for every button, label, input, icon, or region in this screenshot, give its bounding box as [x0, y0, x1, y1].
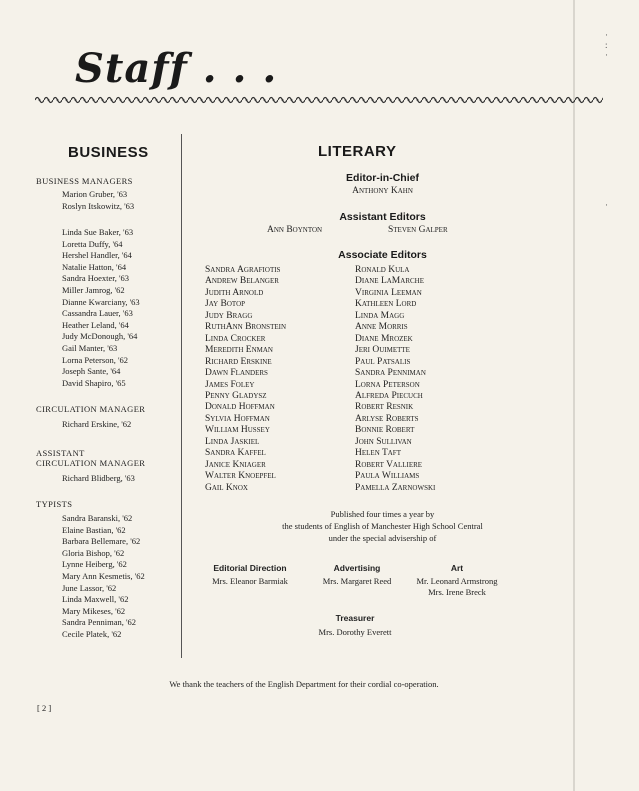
assistant-circulation-heading-line1: ASSISTANT [36, 448, 85, 458]
assistant-editor-name: Ann Boynton [267, 225, 323, 235]
acknowledgement: We thank the teachers of the English Department for their cordial co-operation. [169, 679, 439, 689]
list-item: Richard Erskine [205, 356, 272, 367]
list-item: Barbara Bellemare, '62 [62, 536, 141, 547]
list-item: Gloria Bishop, '62 [62, 547, 125, 558]
list-item: RuthAnn Bronstein [205, 322, 287, 333]
list-item: Penny Gladysz [205, 390, 267, 401]
list-item: Sandra Agrafiotis [205, 265, 281, 275]
associate-editors-right [355, 265, 435, 494]
list-item: Sandra Baranski, '62 [62, 513, 133, 523]
list-item: Linda Sue Baker, '63 [62, 227, 134, 237]
list-item: Meredith Enman [205, 345, 273, 356]
list-item: Linda Maxwell, '62 [62, 594, 129, 605]
list-item: June Lassor, '62 [62, 582, 117, 593]
list-item: Cassandra Lauer, '63 [62, 308, 133, 319]
advertising-heading: Advertising [333, 563, 381, 573]
list-item: Arlyse Roberts [355, 413, 419, 424]
list-item: Linda Jaskiel [205, 436, 260, 447]
list-item: Dawn Flanders [205, 368, 268, 379]
circulation-manager-heading: CIRCULATION MANAGER [36, 404, 146, 414]
list-item: Jay Botop [205, 299, 246, 310]
list-item: Alfreda Piecuch [355, 390, 423, 401]
list-item: Janice Kniager [205, 459, 266, 470]
list-item: Mary Mikeses, '62 [62, 605, 126, 616]
list-item: Roslyn Itskowitz, '63 [62, 200, 135, 211]
page-title: Staff . . . [75, 45, 278, 92]
list-item: Robert Resnik [355, 402, 414, 413]
list-item: Sandra Hoexter, '63 [62, 273, 130, 284]
treasurer-name: Mrs. Dorothy Everett [318, 627, 392, 637]
list-item: James Foley [205, 379, 255, 390]
publication-line: the students of English of Manchester High School Central [282, 521, 483, 531]
assistant-editors-heading: Assistant Editors [339, 211, 426, 223]
list-item: William Hussey [205, 425, 270, 436]
editor-in-chief-heading: Editor-in-Chief [346, 172, 419, 184]
list-item: Mary Ann Kesmetis, '62 [62, 570, 145, 581]
list-item: Ronald Kula [355, 265, 410, 275]
list-item: Cecile Platek, '62 [62, 628, 122, 639]
typists-heading: TYPISTS [36, 499, 73, 509]
list-item: Bonnie Robert [355, 425, 415, 436]
list-item: Diane Mrozek [355, 333, 413, 344]
list-item: Jeri Ouimette [355, 345, 410, 356]
publication-line: Published four times a year by [330, 509, 435, 519]
list-item: Dianne Kwarciany, '63 [62, 296, 140, 307]
art-names [402, 576, 512, 598]
editorial-direction-name: Mrs. Eleanor Barmiak [212, 576, 288, 586]
list-item: Miller Jamrog, '62 [62, 284, 125, 295]
assistant-circulation-name: Richard Blidberg, '63 [62, 473, 135, 483]
literary-heading: LITERARY [318, 143, 397, 160]
associate-editors-left [205, 265, 286, 494]
list-item: Marion Gruber, '63 [62, 189, 128, 199]
list-item: Heather Leland, '64 [62, 319, 129, 330]
column-divider [181, 134, 182, 658]
advertising-name: Mrs. Margaret Reed [322, 576, 392, 586]
ornamental-border [35, 94, 603, 106]
list-item: Helen Taft [355, 448, 401, 459]
list-item: Donald Hoffman [205, 402, 275, 413]
publication-statement [195, 508, 570, 544]
list-item: Linda Crocker [205, 333, 266, 344]
publication-line: under the special advisership of [328, 533, 437, 543]
list-item: Loretta Duffy, '64 [62, 238, 123, 249]
list-item: Judith Arnold [205, 287, 264, 298]
list-item: David Shapiro, '65 [62, 377, 126, 388]
list-item: Walter Knoepfel [205, 471, 276, 482]
page-number: [ 2 ] [37, 703, 52, 713]
list-item: Elaine Bastian, '62 [62, 524, 126, 535]
list-item: John Sullivan [355, 436, 412, 447]
managers-list [62, 189, 134, 212]
list-item: Virginia Leeman [355, 287, 422, 298]
list-item: Joseph Sante, '64 [62, 366, 121, 377]
margin-mark: · [605, 200, 608, 210]
list-item: Sylvia Hoffman [205, 413, 270, 424]
list-item: Pamella Zarnowski [355, 482, 436, 493]
art-name: Mr. Leonard Armstrong [416, 576, 498, 586]
list-item: Sandra Kaffel [205, 448, 266, 459]
list-item: Anne Morris [355, 322, 408, 333]
assistant-editor-name: Steven Galper [388, 225, 448, 235]
list-item: Paula Williams [355, 471, 420, 482]
list-item: Natalie Hatton, '64 [62, 261, 127, 272]
art-name: Mrs. Irene Breck [428, 587, 486, 597]
list-item: Judy McDonough, '64 [62, 331, 138, 342]
list-item: Hershel Handler, '64 [62, 250, 132, 261]
list-item: Lorna Peterson [355, 379, 420, 390]
typists-list [62, 513, 145, 641]
list-item: Linda Magg [355, 310, 405, 321]
list-item: Gail Manter, '63 [62, 342, 118, 353]
assistant-circulation-heading-line2: CIRCULATION MANAGER [36, 458, 146, 468]
circulation-manager-name: Richard Erskine, '62 [62, 419, 132, 429]
associate-editors-heading: Associate Editors [338, 249, 427, 261]
art-heading: Art [450, 563, 464, 573]
list-item: Sandra Penniman [355, 368, 426, 379]
list-item: Paul Patsalis [355, 356, 411, 367]
business-managers-heading: BUSINESS MANAGERS [36, 176, 133, 186]
list-item: Judy Bragg [205, 310, 253, 321]
business-heading: BUSINESS [68, 144, 149, 161]
editorial-direction-heading: Editorial Direction [213, 563, 287, 573]
editor-in-chief-name: Anthony Kahn [352, 186, 413, 196]
list-item: Lorna Peterson, '62 [62, 354, 128, 365]
list-item: Robert Valliere [355, 459, 423, 470]
business-staff-list [62, 227, 140, 389]
list-item: Andrew Belanger [205, 276, 279, 287]
list-item: Gail Knox [205, 482, 248, 493]
list-item: Kathleen Lord [355, 299, 417, 310]
treasurer-heading: Treasurer [335, 613, 375, 623]
list-item: Sandra Penniman, '62 [62, 617, 137, 628]
page-edge-line [573, 0, 575, 791]
list-item: Lynne Heiberg, '62 [62, 559, 127, 570]
list-item: Diane LaMarche [355, 276, 424, 287]
margin-mark: · : · [605, 30, 608, 60]
